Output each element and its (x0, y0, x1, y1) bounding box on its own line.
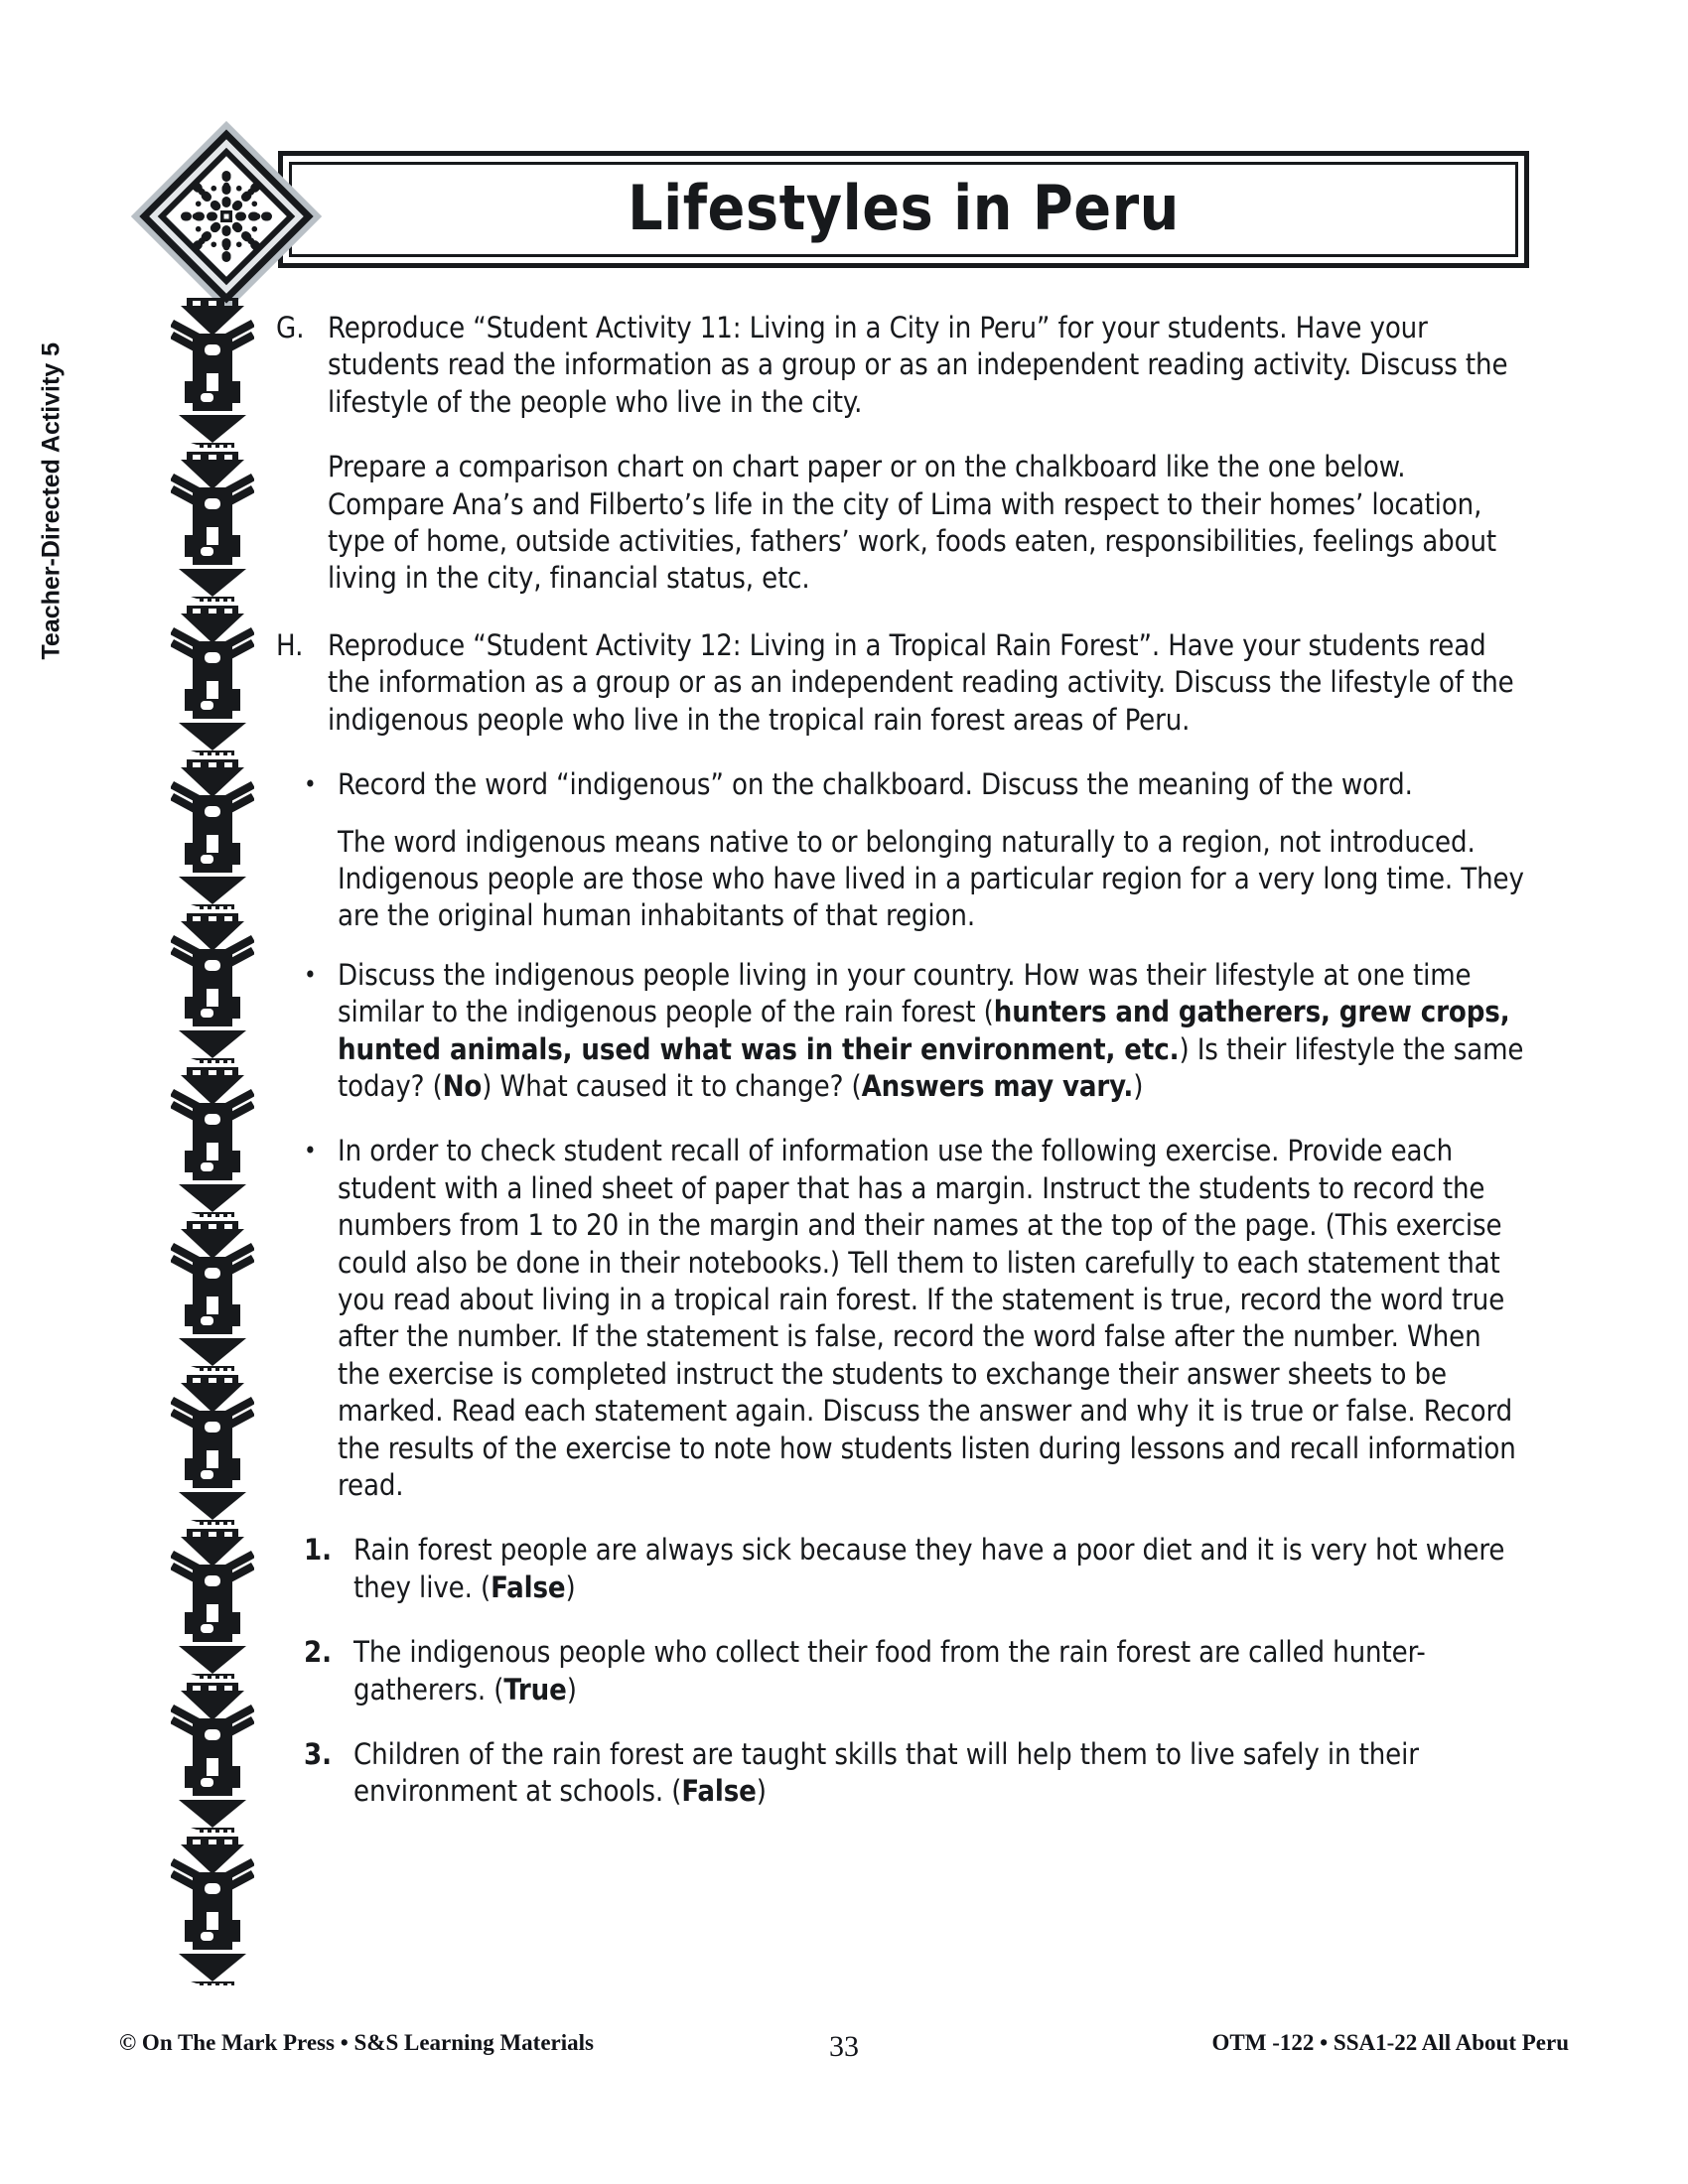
page-header (129, 119, 1529, 278)
header-banner (278, 151, 1529, 268)
bullet-icon: • (304, 1137, 317, 1165)
list-item-text: Reproduce “Student Activity 12: Living in a Tropical Rain Forest”. Have your students read the information as a group or as an independent reading activity. Discuss the lifestyle of the indigenous people who live in the tropical rain forest areas of Peru. (328, 627, 1514, 737)
page-footer (119, 2030, 1569, 2063)
bullet-icon: • (304, 770, 317, 799)
paragraph-comparison-chart: Prepare a comparison chart on chart paper or on the chalkboard like the one below. Compare Ana’s and Filberto’s life in the city of Lima with respect to their homes’ location, type of home, outside activities, fathers’ work, foods eaten, responsibilities, feelings about living in the city, financial status, etc. (328, 450, 1497, 596)
bullet-item-recall-exercise (276, 1133, 1529, 1504)
list-item-h (276, 627, 1529, 739)
list-marker: 2. (304, 1635, 333, 1670)
page-number: 33 (829, 2030, 859, 2063)
numbered-item-3 (276, 1736, 1529, 1811)
list-item-text: Reproduce “Student Activity 11: Living in a City in Peru” for your students. Have your students read the information as a group or as an independent reading activity. Discuss the lifestyle of the people who live in the city. (328, 311, 1508, 419)
list-item-g (276, 310, 1529, 421)
bullet-item-record-word (276, 766, 1529, 803)
list-marker: 1. (304, 1533, 333, 1568)
bullet-item-discuss-indigenous (276, 957, 1529, 1106)
numbered-item-text: Children of the rain forest are taught skills that will help them to live safely in their environment at schools. (False) (353, 1737, 1419, 1809)
list-marker: H. (276, 627, 304, 662)
numbered-item-text: The indigenous people who collect their food from the rain forest are called hunter-gatherers. (True) (353, 1635, 1426, 1706)
list-marker: G. (276, 311, 305, 344)
bullet-item-text: Record the word “indigenous” on the chalkboard. Discuss the meaning of the word. (338, 767, 1413, 802)
footer-product-code: OTM -122 • SSA1-22 All About Peru (1211, 2030, 1569, 2055)
numbered-item-2 (276, 1634, 1529, 1708)
numbered-item-1 (276, 1532, 1529, 1606)
andean-diamond-medallion-icon (129, 119, 324, 314)
footer-copyright: © On The Mark Press • S&S Learning Materials (119, 2030, 594, 2055)
andean-totem-border-icon (171, 298, 254, 1985)
list-marker: 3. (304, 1737, 333, 1772)
bullet-item-text: In order to check student recall of information use the following exercise. Provide each student with a lined sheet of paper that has a margin. Instruct the students to record the numbers from 1 to 20 in the margin and their names at the top of the page. (This exercise could also be done in their notebooks.) Tell them to listen carefully to each statement that you read about living in a tropical rain forest. If the statement is true, record the word true after the number. If the statement is false, record the word false after the number. When the exercise is completed instruct the students to exchange their answer sheets to be marked. Read each statement again. Discuss the answer and why it is true or false. Record the results of the exercise to note how students listen during lessons and recall information read. (338, 1134, 1516, 1502)
bullet-icon: • (304, 960, 317, 989)
sidebar-activity-label: Teacher-Directed Activity 5 (37, 341, 66, 660)
main-content (276, 310, 1529, 1817)
page-title: Lifestyles in Peru (628, 172, 1180, 245)
paragraph-indigenous-definition: The word indigenous means native to or belonging naturally to a region, not introduced. Indigenous people are those who have lived in a particular region for a very long time. They are the original human inhabitants of that region. (338, 824, 1524, 933)
bullet-item-text: Discuss the indigenous people living in your country. How was their lifestyle at one time similar to the indigenous people of the rain forest (hunters and gatherers, grew crops, hunted animals, used what was in their environment, etc.) Is their lifestyle the same today? (No) What caused it to change? (Answers may vary.) (338, 957, 1524, 1103)
numbered-item-text: Rain forest people are always sick because they have a poor diet and it is very hot where they live. (False) (353, 1533, 1505, 1604)
